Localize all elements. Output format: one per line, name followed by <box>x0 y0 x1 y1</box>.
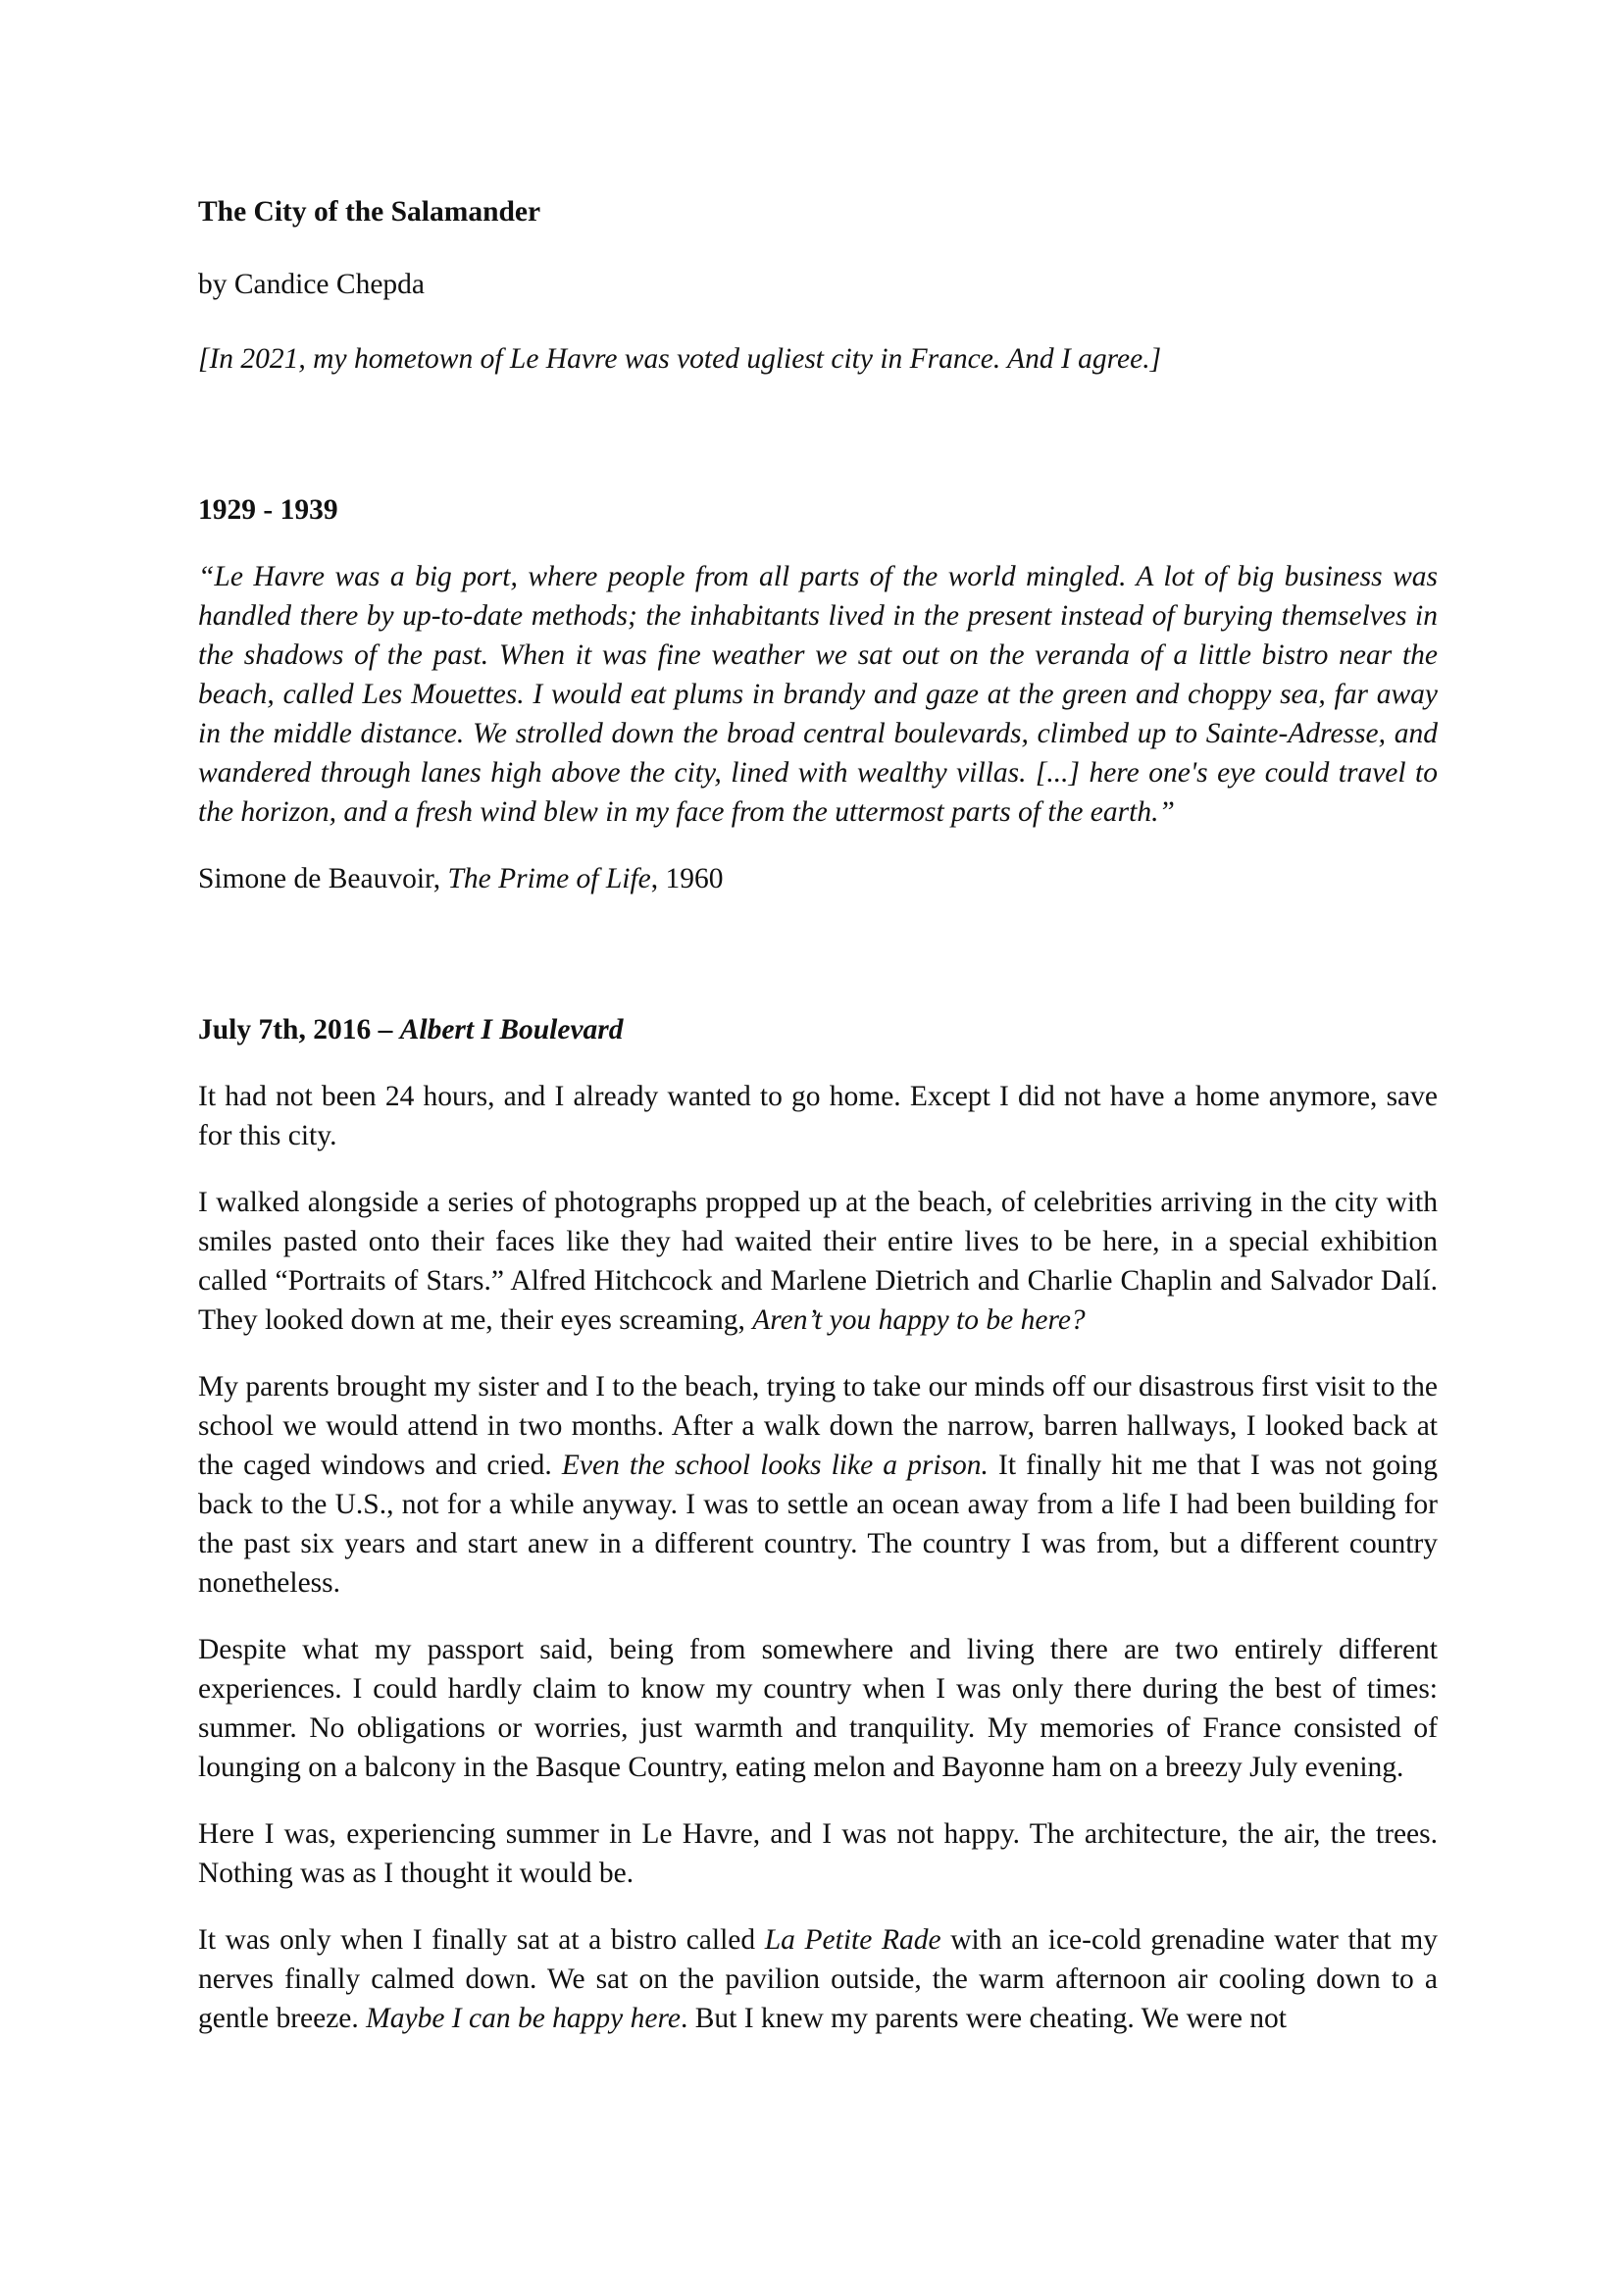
attribution-year: , 1960 <box>650 863 724 894</box>
paragraph-6-text-3: . But I knew my parents were cheating. We were not <box>680 2003 1287 2034</box>
paragraph-3-text-1: My parents brought my sister and I to the beach, trying to take our minds off our disastrous first visit to the school we would attend in two months. After a walk down the narrow, barren hallways, I looked back at the caged windows and cried. <box>198 1371 1438 1481</box>
paragraph-3 <box>198 1367 1438 1603</box>
paragraph-6-text-2: with an ice-cold grenadine water that my nerves finally calmed down. We sat on the pavilion outside, the warm afternoon air cooling down to a gentle breeze. <box>198 1924 1438 2034</box>
beauvoir-quote: “Le Havre was a big port, where people from all parts of the world mingled. A lot of big business was handled there by up-to-date methods; the inhabitants lived in the present instead of burying themselves in the shadows of the past. When it was fine weather we sat out on the veranda of a little bistro near the beach, called Les Mouettes. I would eat plums in brandy and gaze at the green and choppy sea, far away in the middle distance. We strolled down the broad central boulevards, climbed up to Sainte-Adresse, and wandered through lanes high above the city, lined with wealthy villas. [...] here one's eye could travel to the horizon, and a fresh wind blew in my face from the uttermost parts of the earth.” <box>198 561 1438 828</box>
document-page <box>198 192 1438 2038</box>
story-title: The City of the Salamander <box>198 196 541 228</box>
paragraph-4: Despite what my passport said, being from somewhere and living there are two entirely different experiences. I could hardly claim to know my country when I was only there during the best of times: summer. No obligations or worries, just warmth and tranquility. My memories of France consisted of lounging on a balcony in the Basque Country, eating melon and Bayonne ham on a breezy July evening. <box>198 1634 1438 1783</box>
paragraph-6-italic-2: Maybe I can be happy here <box>366 2003 681 2034</box>
attribution-work: The Prime of Life <box>447 863 651 894</box>
attribution-author: Simone de Beauvoir, <box>198 863 448 894</box>
paragraph-2 <box>198 1183 1438 1340</box>
heading-place: Albert I Boulevard <box>399 1014 624 1045</box>
paragraph-6-text-1: It was only when I finally sat at a bistro called <box>198 1924 765 1956</box>
paragraph-6 <box>198 1920 1438 2038</box>
author-byline: by Candice Chepda <box>198 269 426 300</box>
quote-attribution <box>198 859 1438 898</box>
paragraph-3-italic: Even the school looks like a prison. <box>561 1450 989 1481</box>
paragraph-2-text: I walked alongside a series of photographs propped up at the beach, of celebrities arriving in the city with smiles pasted onto their faces like they had waited their entire lives to be here, in a special exhibition called “Portraits of Stars.” Alfred Hitchcock and Marlene Dietrich and Charlie Chaplin and Salvador Dalí. They looked down at me, their eyes screaming, <box>198 1187 1438 1336</box>
paragraph-2-italic: Aren’t you happy to be here? <box>752 1304 1086 1336</box>
section-heading-july-2016 <box>198 1010 1438 1049</box>
paragraph-6-italic-1: La Petite Rade <box>764 1924 941 1956</box>
section-heading-1929-1939: 1929 - 1939 <box>198 494 338 526</box>
paragraph-5: Here I was, experiencing summer in Le Havre, and I was not happy. The architecture, the air, the trees. Nothing was as I thought it would be. <box>198 1818 1438 1889</box>
paragraph-1: It had not been 24 hours, and I already wanted to go home. Except I did not have a home anymore, save for this city. <box>198 1081 1438 1151</box>
heading-date: July 7th, 2016 – <box>198 1014 400 1045</box>
paragraph-3-text-2: It finally hit me that I was not going back to the U.S., not for a while anyway. I was to settle an ocean away from a life I had been building for the past six years and start anew in a different country. The country I was from, but a different country nonetheless. <box>198 1450 1438 1599</box>
intro-note: [In 2021, my hometown of Le Havre was voted ugliest city in France. And I agree.] <box>198 343 1162 375</box>
